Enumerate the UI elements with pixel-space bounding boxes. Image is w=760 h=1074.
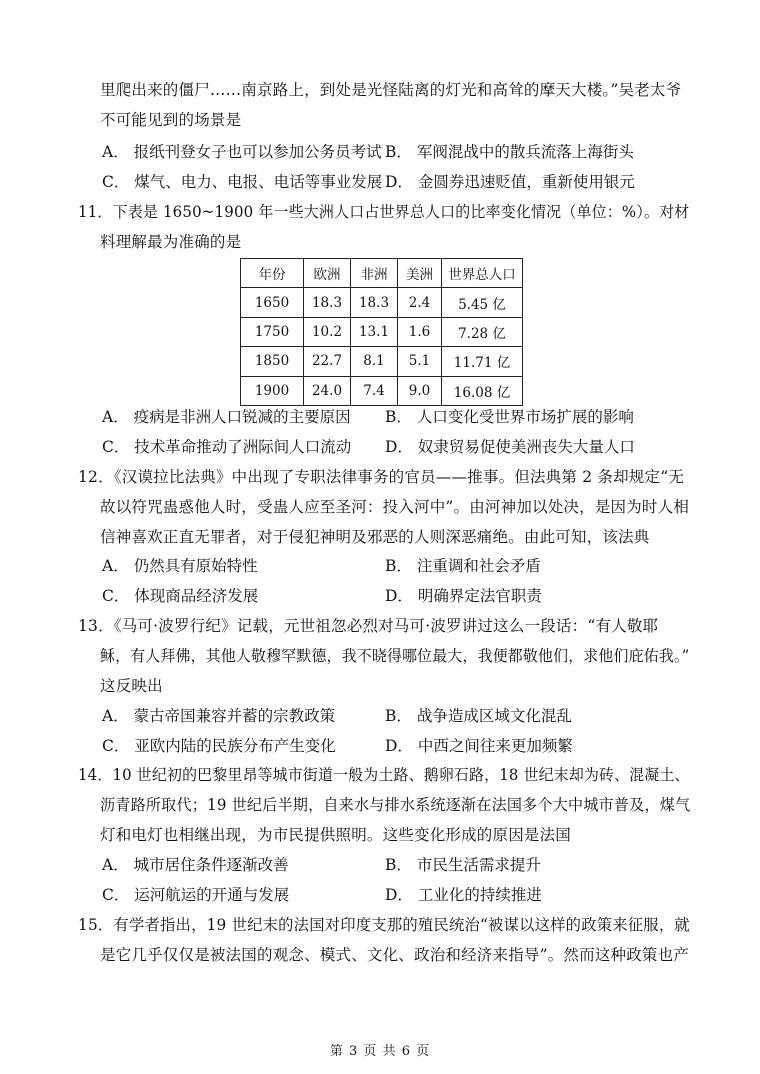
q13-option-c: C． 亚欧内陆的民族分布产生变化 [102, 737, 336, 755]
table-cell: 1.6 [398, 317, 442, 346]
q14-option-c: C． 运河航运的开通与发展 [102, 886, 290, 904]
table-header-row [241, 259, 523, 288]
table-cell: 13.1 [351, 317, 398, 346]
table-cell: 7.4 [351, 376, 398, 405]
table-cell: 18.3 [304, 288, 351, 317]
table-cell: 18.3 [351, 288, 398, 317]
q11-option-d: D． 奴隶贸易促使美洲丧失大量人口 [385, 438, 635, 456]
q12-option-d: D． 明确界定法官职责 [385, 587, 542, 605]
table-cell: 1850 [241, 347, 304, 376]
q12-option-a: A． 仍然具有原始特性 [102, 557, 258, 575]
table-cell: 8.1 [351, 347, 398, 376]
table-cell: 7.28 亿 [442, 317, 523, 346]
q13-option-b: B． 战争造成区域文化混乱 [385, 707, 572, 725]
question-13-stem-3: 这反映出 [100, 677, 163, 695]
question-11-stem-1: 11．下表是 1650~1900 年一些大洲人口占世界总人口的比率变化情况（单位：%）。对材 [78, 203, 690, 221]
q14-option-a: A． 城市居住条件逐渐改善 [102, 856, 289, 874]
q11-option-c: C． 技术革命推动了洲际间人口流动 [102, 438, 352, 456]
table-header-cell: 年份 [241, 259, 304, 288]
q12-option-c: C． 体现商品经济发展 [102, 587, 259, 605]
q11-option-a: A． 疫病是非洲人口锐减的主要原因 [102, 408, 351, 426]
table-cell: 1900 [241, 376, 304, 405]
question-15-stem-1: 15．有学者指出，19 世纪末的法国对印度支那的殖民统治“被谋以这样的政策来征服，就 [78, 916, 690, 934]
table-cell: 24.0 [304, 376, 351, 405]
table-cell: 1650 [241, 288, 304, 317]
q14-option-b: B． 市民生活需求提升 [385, 856, 541, 874]
question-14-stem-3: 灯和电灯也相继出现，为市民提供照明。这些变化形成的原因是法国 [100, 826, 572, 844]
question-14-stem-2: 沥青路所取代；19 世纪后半期，自来水与排水系统逐渐在法国多个大中城市普及，煤气 [100, 796, 691, 814]
page-footer: 第 3 页 共 6 页 [329, 1044, 431, 1059]
question-12-stem-2: 故以符咒蛊惑他人时，受蛊人应至圣河：投入河中”。由河神加以处决，是因为时人相 [100, 498, 690, 516]
table-cell: 16.08 亿 [442, 376, 523, 405]
question-13-stem-1: 13．《马可·波罗行纪》记载，元世祖忽必烈对马可·波罗讲过这么一段话：“有人敬耶 [78, 617, 659, 635]
table-header-cell: 欧洲 [304, 259, 351, 288]
table-cell: 2.4 [398, 288, 442, 317]
q11-option-b: B． 人口变化受世界市场扩展的影响 [385, 408, 634, 426]
question-14-stem-1: 14．10 世纪初的巴黎里昂等城市街道一般为土路、鹅卵石路，18 世纪末却为砖、混凝土、 [78, 766, 690, 784]
table-header-cell: 世界总人口 [442, 259, 523, 288]
population-table [240, 258, 523, 406]
table-cell: 1750 [241, 317, 304, 346]
table-cell: 11.71 亿 [442, 347, 523, 376]
q10-option-b: B． 军阀混战中的散兵流落上海街头 [385, 143, 634, 161]
question-11-stem-2: 料理解最为准确的是 [100, 233, 242, 251]
question-15-stem-2: 是它几乎仅仅是被法国的观念、模式、文化、政治和经济来指导”。然而这种政策也产 [100, 946, 690, 964]
table-header-cell: 非洲 [351, 259, 398, 288]
question-13-stem-2: 稣，有人拜佛，其他人敬穆罕默德，我不晓得哪位最大，我便都敬他们，求他们庇佑我。” [100, 647, 690, 665]
table-cell: 5.1 [398, 347, 442, 376]
table-cell: 22.7 [304, 347, 351, 376]
q13-option-a: A． 蒙古帝国兼容并蓄的宗教政策 [102, 707, 336, 725]
passage-line-1: 里爬出来的僵尸……南京路上，到处是光怪陆离的灯光和高耸的摩天大楼。”吴老太爷 [100, 81, 682, 99]
table-row [241, 288, 523, 317]
q10-option-a: A． 报纸刊登女子也可以参加公务员考试 [102, 143, 382, 161]
table-row [241, 317, 523, 346]
q13-option-d: D． 中西之间往来更加频繁 [385, 737, 573, 755]
q10-option-d: D． 金圆券迅速贬值，重新使用银元 [385, 173, 635, 191]
question-12-stem-1: 12．《汉谟拉比法典》中出现了专职法律事务的官员——推事。但法典第 2 条却规定“无 [78, 468, 685, 486]
q12-option-b: B． 注重调和社会矛盾 [385, 557, 541, 575]
table-header-cell: 美洲 [398, 259, 442, 288]
table-cell: 9.0 [398, 376, 442, 405]
table-row [241, 347, 523, 376]
question-10-prompt: 不可能见到的场景是 [100, 111, 242, 129]
question-12-stem-3: 信神喜欢正直无罪者，对于侵犯神明及邪恶的人则深恶痛绝。由此可知，该法典 [100, 528, 650, 546]
table-cell: 10.2 [304, 317, 351, 346]
q14-option-d: D． 工业化的持续推进 [385, 886, 542, 904]
q10-option-c: C． 煤气、电力、电报、电话等事业发展 [102, 173, 383, 191]
table-cell: 5.45 亿 [442, 288, 523, 317]
